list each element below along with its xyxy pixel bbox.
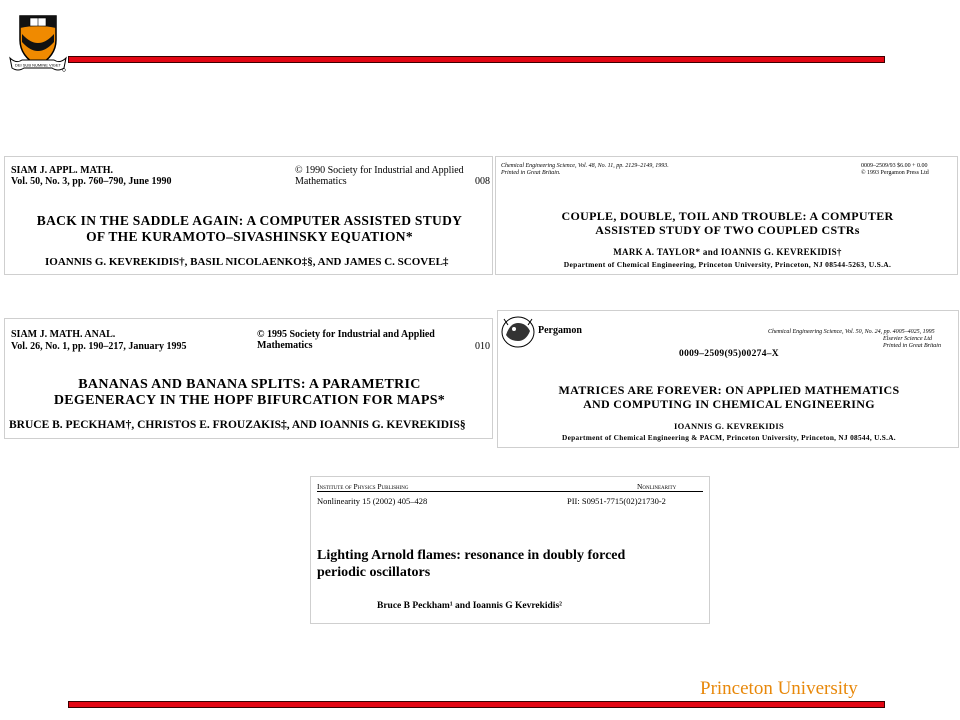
- paper-card-ces-1993: [495, 156, 958, 275]
- bottom-red-rule: [68, 701, 885, 708]
- paper-title-2: OF THE KURAMOTO–SIVASHINSKY EQUATION*: [86, 229, 413, 244]
- paper-title-2: ASSISTED STUDY OF TWO COUPLED CSTRs: [595, 223, 860, 237]
- paper-affiliation: Department of Chemical Engineering & PACM, Princeton University, Princeton, NJ 08544, U.S.A.: [562, 433, 896, 442]
- copyright: © 1990 Society for Industrial and Applied Mathematics: [295, 165, 464, 187]
- paper-card-nonlinearity-2002: [310, 476, 710, 624]
- journal-line-1: SIAM J. APPL. MATH.: [11, 165, 114, 176]
- journal-line-2: Elsevier Science Ltd: [883, 336, 932, 342]
- paper-title-1: BANANAS AND BANANA SPLITS: A PARAMETRIC: [78, 377, 421, 392]
- price-line: 0009–2509/93 $6.00 + 0.00: [861, 163, 928, 169]
- paper-authors: Bruce B Peckham¹ and Ioannis G Kevrekidis²: [377, 601, 562, 611]
- journal-line-2: Printed in Great Britain.: [501, 170, 561, 176]
- paper-authors: BRUCE B. PECKHAM†, CHRISTOS E. FROUZAKIS‡, AND IOANNIS G. KEVREKIDIS§: [9, 419, 466, 431]
- journal-line-1: Chemical Engineering Science, Vol. 50, No. 24, pp. 4005–4025, 1995: [768, 329, 935, 335]
- journal-line-3: Printed in Great Britain: [883, 343, 941, 349]
- paper-card-siam-1995: [4, 318, 493, 439]
- journal-line-2: Vol. 26, No. 1, pp. 190–217, January 1995: [11, 341, 187, 352]
- paper-card-siam-1990: [4, 156, 493, 275]
- journal-line-1: Chemical Engineering Science, Vol. 48, No. 11, pp. 2129–2149, 1993.: [501, 163, 669, 169]
- publisher-copyright: © 1993 Pergamon Press Ltd: [861, 170, 929, 176]
- citation: Nonlinearity 15 (2002) 405–428: [317, 496, 428, 506]
- paper-title-2: AND COMPUTING IN CHEMICAL ENGINEERING: [583, 397, 875, 411]
- journal-name: Nonlinearity: [637, 482, 677, 491]
- journal-line-2: Vol. 50, No. 3, pp. 760–790, June 1990: [11, 176, 172, 187]
- pergamon-logo-icon: [500, 315, 536, 349]
- paper-title-1: BACK IN THE SADDLE AGAIN: A COMPUTER ASSISTED STUDY: [36, 213, 463, 228]
- copyright: © 1995 Society for Industrial and Applied Mathematics: [257, 329, 435, 351]
- paper-authors: MARK A. TAYLOR* and IOANNIS G. KEVREKIDIS†: [613, 247, 842, 257]
- paper-affiliation: Department of Chemical Engineering, Princeton University, Princeton, NJ 08544-5263, U.S.A.: [563, 260, 892, 269]
- pii: PII: S0951-7715(02)21730-2: [567, 496, 666, 506]
- publisher-name: Institute of Physics Publishing: [317, 482, 409, 491]
- paper-card-ces-1995: [497, 310, 959, 448]
- svg-text:DEI SUB NUMINE VIGET: DEI SUB NUMINE VIGET: [14, 62, 62, 68]
- paper-doi: 0009–2509(95)00274–X: [679, 349, 779, 359]
- article-code: 010: [475, 341, 490, 352]
- journal-line-1: SIAM J. MATH. ANAL.: [11, 329, 116, 340]
- header-rule: [317, 491, 703, 492]
- top-red-rule: [68, 56, 885, 63]
- princeton-shield-logo: [8, 12, 68, 74]
- article-code: 008: [475, 176, 490, 187]
- paper-title-1: Lighting Arnold flames: resonance in doubly forced: [317, 548, 626, 563]
- paper-title-2: periodic oscillators: [317, 565, 431, 580]
- paper-title-1: MATRICES ARE FOREVER: ON APPLIED MATHEMATICS: [558, 383, 900, 397]
- publisher-name: Pergamon: [538, 325, 582, 336]
- paper-authors: IOANNIS G. KEVREKIDIS†, BASIL NICOLAENKO‡§, AND JAMES C. SCOVEL‡: [45, 256, 449, 268]
- paper-title-2: DEGENERACY IN THE HOPF BIFURCATION FOR MAPS*: [53, 393, 446, 408]
- paper-title-1: COUPLE, DOUBLE, TOIL AND TROUBLE: A COMPUTER: [561, 209, 894, 223]
- paper-authors: IOANNIS G. KEVREKIDIS: [674, 421, 784, 431]
- footer-university-name: Princeton University: [700, 678, 858, 699]
